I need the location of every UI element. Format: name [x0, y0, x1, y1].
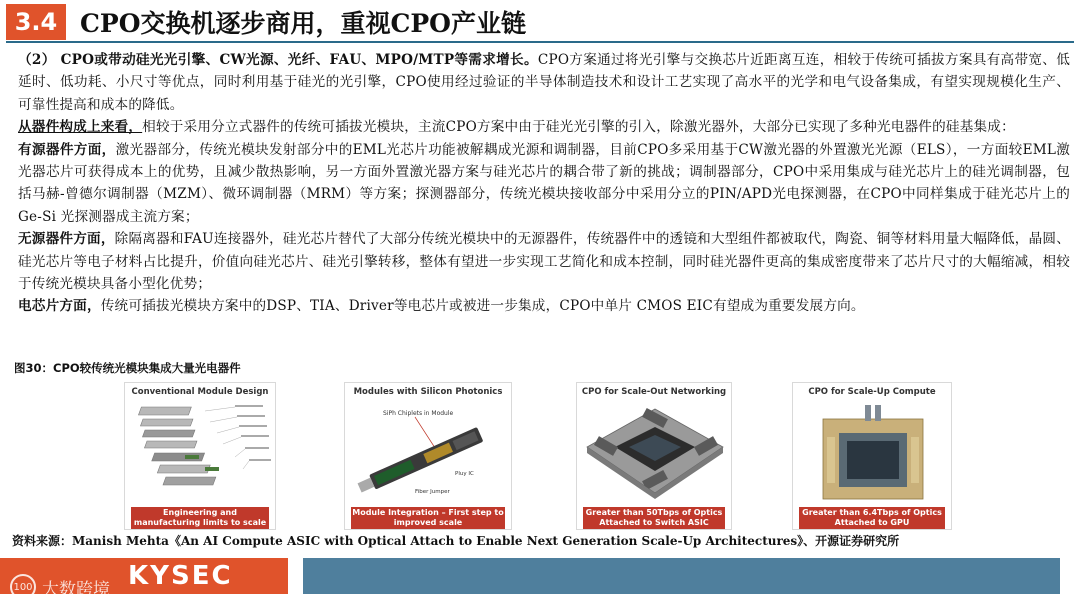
paragraph-5-lead: 电芯片方面，	[18, 298, 101, 315]
gpu-package-illustration	[793, 397, 953, 507]
switch-asic-illustration	[577, 397, 733, 507]
page-title: CPO交换机逐步商用，重视CPO产业链	[80, 9, 526, 38]
paragraph-1	[18, 49, 1070, 116]
paragraph-5-body: 传统可插拔光模块方案中的DSP、TIA、Driver等电芯片或被进一步集成，CPO中单片 CMOS EIC有望成为重要发展方向。	[100, 298, 865, 315]
panel-title: CPO for Scale-Out Networking	[581, 387, 727, 397]
exploded-module-illustration	[125, 397, 277, 507]
pluy-ic-label: Pluy IC	[455, 471, 474, 477]
figure-caption: 图30：CPO较传统光模块集成大量光电器件	[14, 361, 241, 375]
panel-caption: Greater than 50Tbps of Optics Attached to Switch ASIC	[583, 507, 725, 529]
paragraph-2-lead: 从器件构成上来看，	[18, 119, 143, 136]
panel-caption: Module Integration – First step to improved scale	[352, 508, 504, 527]
paragraph-3	[18, 139, 1070, 229]
paragraph-3-body: 激光器部分，传统光模块发射部分中的EML光芯片功能被解耦成光源和调制器，目前CPO多采用基于CW激光器的外置激光光源（ELS），一方面较EML激光器芯片可获得成本上的优势，且减少散热影响，另一方面外置激光器方案与硅光芯片的耦合带了新的挑战；调制器部分，CPO中采用集成与硅光芯片上的硅光调制器，包括马赫-曾德尔调制器（MZM）、微环调制器（MRM）等方案；探测器部分，传统光模块接收部分中采用分立的PIN/APD光电探测器，在CPO中同样集成于硅光芯片上的Ge-Si 光探测器成主流方案；	[18, 141, 1070, 225]
title-divider	[6, 41, 1074, 43]
paragraph-3-lead: 有源器件方面，	[18, 141, 116, 158]
figure-panel-scale-up	[792, 382, 952, 530]
section-number: 3.4	[6, 4, 66, 40]
paragraph-1-body: CPO方案通过将光引擎与交换芯片近距离互连，相较于传统可插拔方案具有高带宽、低延时、低功耗、小尺寸等优点，同时利用基于硅光的光引擎，CPO使用经过验证的半导体制造技术和设计工艺实现了高水平的光学和电气设备集成，有望实现规模化生产、可靠性提高和成本的降低。	[18, 52, 1070, 113]
paragraph-4-lead: 无源器件方面，	[18, 231, 115, 248]
figure-panel-conventional	[124, 382, 276, 530]
panel-title: Modules with Silicon Photonics	[353, 387, 503, 397]
panel-title: CPO for Scale-Up Compute	[808, 387, 936, 397]
paragraph-2-body: 相较于采用分立式器件的传统可插拔光模块，主流CPO方案中由于硅光光引擎的引入，除激光器外，大部分已实现了多种光电器件的硅基集成：	[142, 119, 1015, 136]
kysec-logo: KYSEC	[128, 561, 233, 591]
paragraph-5	[18, 295, 1070, 317]
paragraph-1-lead: （2） CPO或带动硅光光引擎、CW光源、光纤、FAU、MPO/MTP等需求增长。	[18, 52, 538, 68]
siph-module-illustration	[345, 397, 513, 507]
siph-chiplets-label: SiPh Chiplets in Module	[383, 410, 454, 417]
watermark-icon: 100	[10, 574, 36, 600]
watermark	[10, 574, 110, 600]
figure-panel-scale-out	[576, 382, 732, 530]
paragraph-4	[18, 228, 1070, 295]
watermark-text: 大数跨境	[42, 579, 110, 600]
panel-title: Conventional Module Design	[131, 387, 269, 397]
panel-caption: Greater than 6.4Tbps of Optics Attached to GPU	[799, 507, 945, 529]
paragraph-4-body: 除隔离器和FAU连接器外，硅光芯片替代了大部分传统光模块中的无源器件，传统器件中的透镜和大型组件都被取代，陶瓷、铜等材料用量大幅降低，晶圆、硅光芯片等电子材料占比提升，价值向硅光芯片、硅光引擎转移，整体有望进一步实现工艺简化和成本控制，同时硅光器件更高的集成密度带来了芯片尺寸的大幅缩减，相较于传统光模块具备小型化优势；	[18, 231, 1070, 293]
figure-panel-silicon-photonics	[344, 382, 512, 530]
fiber-jumper-label: Fiber Jumper	[415, 489, 450, 495]
body-text	[18, 49, 1070, 318]
paragraph-2	[18, 116, 1070, 138]
title-bar	[6, 4, 1074, 40]
source-note: 资料来源：Manish Mehta《An AI Compute ASIC with Optical Attach to Enable Next Generation Scale-Up Architectures》、开源证券研究所	[12, 534, 900, 548]
footer-bar	[303, 558, 1060, 594]
panel-caption: Engineering and manufacturing limits to scale	[131, 507, 269, 529]
